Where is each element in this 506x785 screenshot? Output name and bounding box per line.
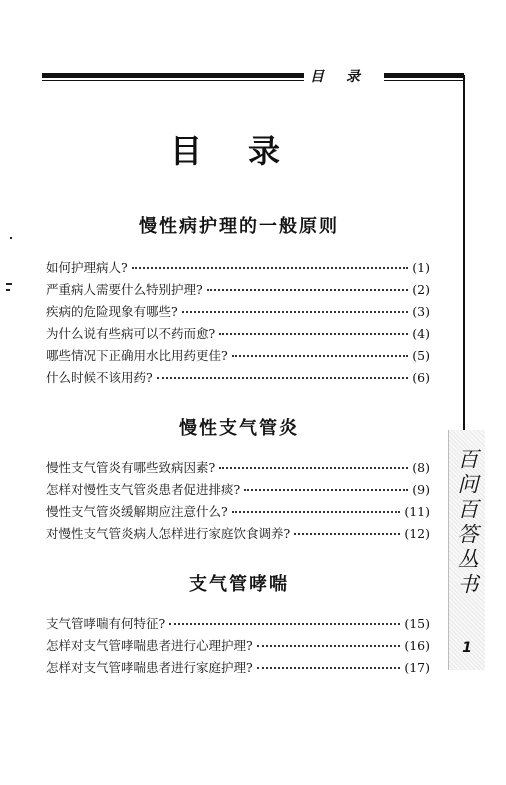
leader-dots bbox=[182, 311, 409, 313]
section-title-bronchial-asthma: 支气管哮喘 bbox=[189, 574, 289, 595]
leader-dots bbox=[257, 645, 401, 647]
scan-mark bbox=[6, 289, 10, 291]
toc-entry[interactable] bbox=[46, 458, 430, 480]
toc-entry-text: 什么时候不该用药? bbox=[46, 370, 153, 385]
toc-entry[interactable] bbox=[46, 658, 430, 680]
toc-entry-text: 慢性支气管炎缓解期应注意什么? bbox=[46, 504, 228, 519]
toc-entry-text: 慢性支气管炎有哪些致病因素? bbox=[46, 460, 216, 475]
leader-dots bbox=[232, 355, 409, 357]
toc-entry-page: (6) bbox=[412, 370, 430, 385]
scan-mark bbox=[6, 283, 12, 285]
leader-dots bbox=[294, 533, 400, 535]
toc-entry-text: 怎样对支气管哮喘患者进行家庭护理? bbox=[46, 660, 253, 675]
toc-entry-page: (2) bbox=[412, 282, 430, 297]
leader-dots bbox=[207, 289, 409, 291]
toc-entry-text: 对慢性支气管炎病人怎样进行家庭饮食调养? bbox=[46, 526, 291, 541]
header-rule-right-thin bbox=[384, 80, 464, 81]
toc-entry[interactable] bbox=[46, 524, 430, 546]
toc-entry[interactable] bbox=[46, 280, 430, 302]
leader-dots bbox=[232, 511, 401, 513]
toc-entry[interactable] bbox=[46, 614, 430, 636]
toc-entry-page: (15) bbox=[404, 616, 430, 631]
toc-entry-text: 支气管哮喘有何特征? bbox=[46, 616, 166, 631]
toc-entry-page: (3) bbox=[412, 304, 430, 319]
toc-entry-page: (5) bbox=[412, 348, 430, 363]
section-title-chronic-bronchitis: 慢性支气管炎 bbox=[179, 418, 299, 439]
toc-entry-page: (8) bbox=[412, 460, 430, 475]
running-title: 目录 bbox=[310, 69, 382, 85]
toc-entry[interactable] bbox=[46, 258, 430, 280]
toc-entry-text: 如何护理病人? bbox=[46, 260, 128, 275]
toc-entry-page: (16) bbox=[404, 638, 430, 653]
toc-entry-text: 严重病人需要什么特别护理? bbox=[46, 282, 203, 297]
toc-entry-page: (4) bbox=[412, 326, 430, 341]
header-rule bbox=[42, 70, 462, 84]
toc-entry[interactable] bbox=[46, 480, 430, 502]
leader-dots bbox=[132, 267, 409, 269]
toc-entry[interactable] bbox=[46, 636, 430, 658]
toc-entry-page: (11) bbox=[404, 504, 430, 519]
header-rule-right bbox=[384, 73, 464, 78]
toc-entry[interactable] bbox=[46, 302, 430, 324]
scan-mark bbox=[10, 237, 12, 239]
toc-list-general-principles bbox=[46, 258, 430, 390]
leader-dots bbox=[219, 333, 408, 335]
toc-entry[interactable] bbox=[46, 502, 430, 524]
side-rule bbox=[463, 75, 465, 430]
toc-entry[interactable] bbox=[46, 368, 430, 390]
toc-entry-page: (12) bbox=[404, 526, 430, 541]
leader-dots bbox=[157, 377, 409, 379]
toc-entry[interactable] bbox=[46, 324, 430, 346]
page-title: 目录 bbox=[170, 132, 327, 170]
toc-entry-text: 疾病的危险现象有哪些? bbox=[46, 304, 178, 319]
toc-entry-text: 怎样对慢性支气管炎患者促进排痰? bbox=[46, 482, 241, 497]
page-number: 1 bbox=[462, 640, 472, 656]
header-rule-left-thin bbox=[42, 80, 304, 81]
toc-entry-text: 哪些情况下正确用水比用药更佳? bbox=[46, 348, 228, 363]
header-rule-left bbox=[42, 73, 304, 78]
leader-dots bbox=[169, 623, 400, 625]
toc-entry-text: 为什么说有些病可以不药而愈? bbox=[46, 326, 216, 341]
toc-entry-page: (17) bbox=[404, 660, 430, 675]
toc-entry-page: (9) bbox=[412, 482, 430, 497]
toc-entry-page: (1) bbox=[412, 260, 430, 275]
leader-dots bbox=[244, 489, 408, 491]
leader-dots bbox=[257, 667, 401, 669]
leader-dots bbox=[219, 467, 408, 469]
toc-list-chronic-bronchitis bbox=[46, 458, 430, 546]
section-title-general-principles: 慢性病护理的一般原则 bbox=[139, 216, 339, 237]
toc-entry-text: 怎样对支气管哮喘患者进行心理护理? bbox=[46, 638, 253, 653]
series-name: 百问百答丛书 bbox=[455, 448, 479, 598]
toc-list-bronchial-asthma bbox=[46, 614, 430, 680]
series-side-tab bbox=[448, 430, 485, 670]
toc-entry[interactable] bbox=[46, 346, 430, 368]
